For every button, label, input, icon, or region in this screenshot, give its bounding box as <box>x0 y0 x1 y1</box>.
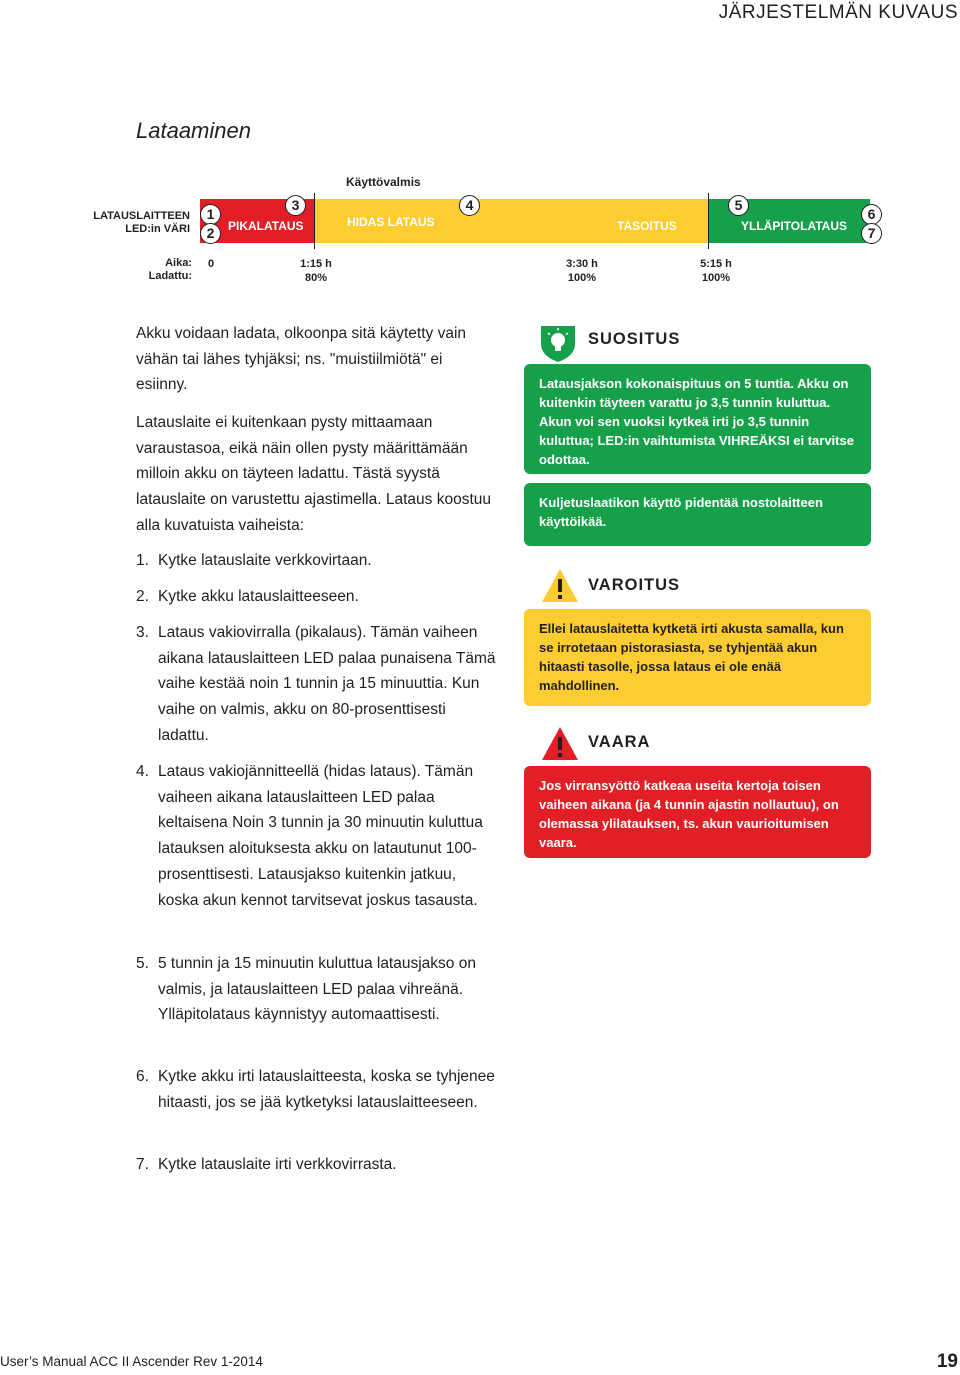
list-item: 5. 5 tunnin ja 15 minuutin kuluttua latausjakso on valmis, ja latauslaitteen LED palaa vihreänä. Ylläpitolataus käynnistyy automaattisesti. <box>136 955 476 1024</box>
step-marker: 2 <box>200 223 221 244</box>
recommendation-box: Kuljetuslaatikon käyttö pidentää nostolaitteen käyttöikää. <box>524 483 871 546</box>
timeline-segment-fast: PIKALATAUS <box>200 199 314 243</box>
time-mark: 5:15 h 100% <box>700 258 732 284</box>
step-marker: 6 <box>861 204 882 225</box>
danger-box: Jos virransyöttö katkeaa useita kertoja toisen vaiheen aikana (ja 4 tunnin ajastin nollautuu), on olemassa ylilatauksen, ts. akun vaurioitumisen vaara. <box>524 766 871 858</box>
warning-icon <box>540 566 580 606</box>
page-number: 19 <box>936 1351 958 1372</box>
list-item: 3. Lataus vakiovirralla (pikalaus). Tämän vaiheen aikana latauslaitteen LED palaa punaisena Tämä vaihe kestää noin 1 tunnin ja 15 minuuttia. Kun vaihe on valmis, akku on 80-prosenttisesti ladattu. <box>136 624 496 744</box>
danger-heading: VAARA <box>588 733 651 751</box>
danger-icon <box>540 724 580 764</box>
timeline-segment-maintenance: YLLÄPITOLATAUS <box>709 199 870 243</box>
lightbulb-shield-icon <box>536 322 580 364</box>
list-item: 2. Kytke akku latauslaitteeseen. <box>136 588 359 605</box>
list-item: 1. Kytke latauslaite verkkovirtaan. <box>136 552 372 569</box>
warning-box: Ellei latauslaitetta kytketä irti akusta samalla, kun se irrotetaan pistorasiasta, se tyhjentää akun hitaasti tasolle, jossa lataus ei ole enää mahdollinen. <box>524 609 871 706</box>
step-marker: 3 <box>285 195 306 216</box>
recommendation-heading: SUOSITUS <box>588 330 681 348</box>
step-marker: 5 <box>728 195 749 216</box>
time-mark: 1:15 h 80% <box>300 258 332 284</box>
time-axis-label: Aika: Ladattu: <box>148 257 192 282</box>
list-item: 7. Kytke latauslaite irti verkkovirrasta. <box>136 1156 397 1173</box>
list-item: 4. Lataus vakiojännitteellä (hidas lataus). Tämän vaiheen aikana latauslaitteen LED palaa keltaisena Noin 3 tunnin ja 30 minuutin kuluttua latauksen aloituksesta akku on latautunut 100-prosenttisesti. Latausjakso kuitenkin jatkuu, koska akun kennot tarvitsevat joskus tasausta. <box>136 763 483 909</box>
timeline-segment-slow: HIDAS LATAUS TASOITUS <box>315 199 708 243</box>
page-title: Lataaminen <box>136 118 251 143</box>
led-color-label: LATAUSLAITTEEN LED:in VÄRI <box>93 210 190 235</box>
step-marker: 1 <box>200 204 221 225</box>
intro-paragraph: Akku voidaan ladata, olkoonpa sitä käytetty vain vähän tai lähes tyhjäksi; ns. "muistiilmiötä" ei esiinny. <box>136 325 467 394</box>
warning-heading: VAROITUS <box>588 576 681 594</box>
ready-label: Käyttövalmis <box>346 175 421 189</box>
intro-paragraph: Latauslaite ei kuitenkaan pysty mittaamaan varaustasoa, eikä näin ollen pysty määrittämään milloin akku on täyteen ladattu. Tästä syystä latauslaite on varustettu ajastimella. Lataus koostuu alla kuvatuista vaiheista: <box>136 414 491 534</box>
time-mark: 0 <box>207 258 215 270</box>
footer-manual-title: User’s Manual ACC II Ascender Rev 1-2014 <box>0 1354 263 1369</box>
list-item: 6. Kytke akku irti latauslaitteesta, koska se tyhjenee hitaasti, jos se jää kytketyksi latauslaitteeseen. <box>136 1068 495 1111</box>
section-header: JÄRJESTELMÄN KUVAUS <box>718 2 958 23</box>
step-marker: 4 <box>459 195 480 216</box>
time-mark: 3:30 h 100% <box>566 258 598 284</box>
recommendation-box: Latausjakson kokonaispituus on 5 tuntia. Akku on kuitenkin täyteen varattu jo 3,5 tunnin kuluttua. Akun voi sen vuoksi kytkeä irti jo 3,5 tunnin kuluttua; LED:in vaihtumista VIHREÄKSI ei tarvitse odottaa. <box>524 364 871 474</box>
step-marker: 7 <box>861 223 882 244</box>
